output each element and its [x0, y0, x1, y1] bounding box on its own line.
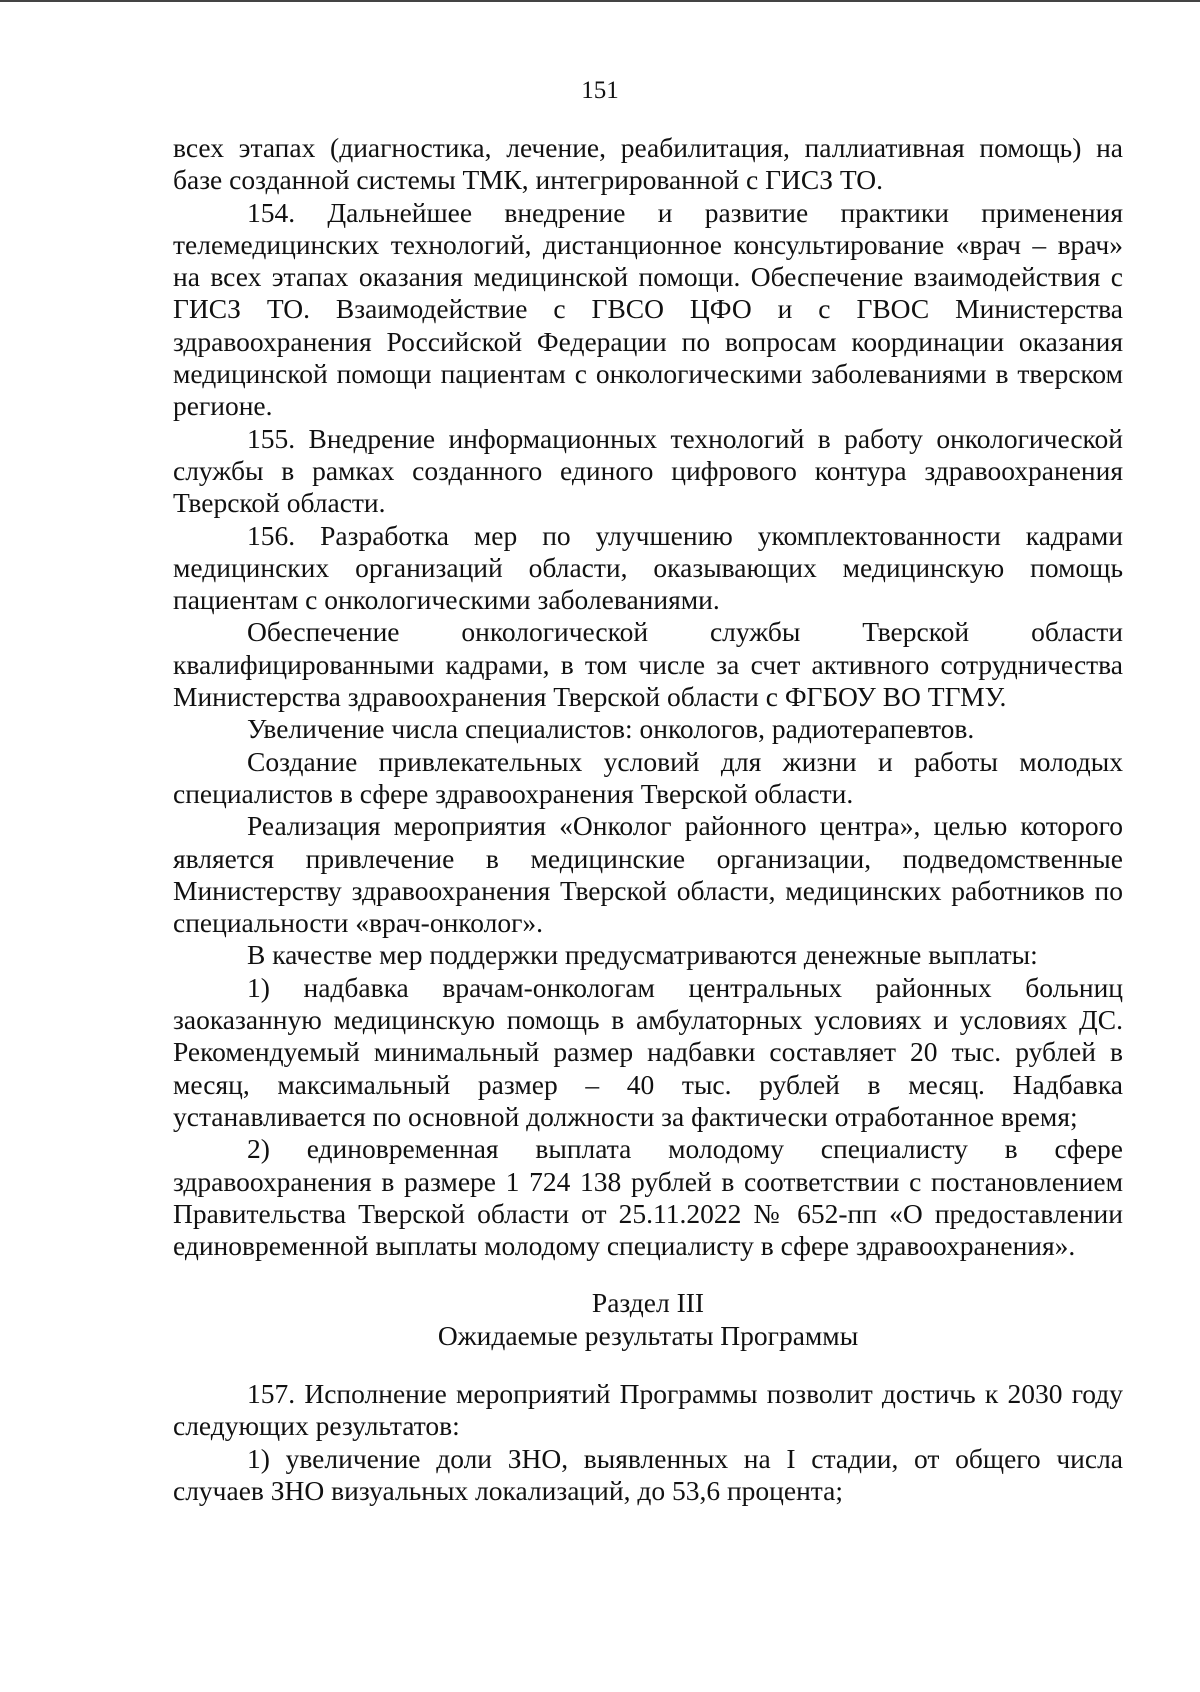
paragraph-157: 157. Исполнение мероприятий Программы позволит достичь к 2030 году следующих результатов:	[173, 1377, 1123, 1442]
paragraph-155: 155. Внедрение информационных технологий в работу онкологической службы в рамках созданного единого цифрового контура здравоохранения Тверской области.	[173, 422, 1123, 519]
paragraph-oncologist-program: Реализация мероприятия «Онколог районного центра», целью которого является привлечение в медицинские организации, подведомственные Министерству здравоохранения Тверской области, медицинских работников по специальности «врач-онколог».	[173, 810, 1123, 939]
page-number: 151	[581, 77, 619, 104]
paragraph-specialists: Увеличение числа специалистов: онкологов, радиотерапевтов.	[247, 713, 975, 745]
section-heading-number: Раздел III	[591, 1287, 705, 1319]
list-item-allowance: 1) надбавка врачам-онкологам центральных районных больниц заоказанную медицинскую помощь в амбулаторных условиях и условиях ДС. Рекомендуемый минимальный размер надбавки составляет 20 тыс. рублей в месяц, максимальный размер – 40 тыс. рублей в месяц. Надбавка устанавливается по основной должности за фактически отработанное время;	[173, 971, 1123, 1132]
paragraph-conditions: Создание привлекательных условий для жизни и работы молодых специалистов в сфере здравоохранения Тверской области.	[173, 745, 1123, 809]
list-item-lump-sum: 2) единовременная выплата молодому специалисту в сфере здравоохранения в размере 1 724 138 рублей в соответствии с постановлением Правительства Тверской области от 25.11.2022 № 652-пп «О предоставлении единовременной выплаты молодому специалисту в сфере здравоохранения».	[173, 1133, 1123, 1262]
paragraph-support-measures: В качестве мер поддержки предусматриваются денежные выплаты:	[247, 939, 1038, 971]
list-item-result-1: 1) увеличение доли ЗНО, выявленных на I стадии, от общего числа случаев ЗНО визуальных локализаций, до 53,6 процента;	[173, 1442, 1123, 1506]
paragraph-154: 154. Дальнейшее внедрение и развитие практики применения телемедицинских технологий, дистанционное консультирование «врач – врач» на всех этапах оказания медицинской помощи. Обеспечение взаимодействия с ГИСЗ ТО. Взаимодействие с ГВСО ЦФО и с ГВОС Министерства здравоохранения Российской Федерации по вопросам координации оказания медицинской помощи пациентам с онкологическими заболеваниями в тверском регионе.	[173, 196, 1123, 422]
paragraph-156: 156. Разработка мер по улучшению укомплектованности кадрами медицинских организаций области, оказывающих медицинскую помощь пациентам с онкологическими заболеваниями.	[173, 519, 1123, 616]
paragraph-staffing: Обеспечение онкологической службы Тверской области квалифицированными кадрами, в том числе за счет активного сотрудничества Министерства здравоохранения Тверской области с ФГБОУ ВО ТГМУ.	[173, 616, 1123, 713]
document-body	[173, 132, 1123, 1507]
section-heading	[173, 1287, 1123, 1352]
paragraph-continuation: всех этапах (диагностика, лечение, реабилитация, паллиативная помощь) на базе созданной системы ТМК, интегрированной с ГИСЗ ТО.	[173, 132, 1123, 196]
scan-top-border	[0, 0, 1200, 2]
section-heading-title: Ожидаемые результаты Программы	[437, 1319, 859, 1351]
